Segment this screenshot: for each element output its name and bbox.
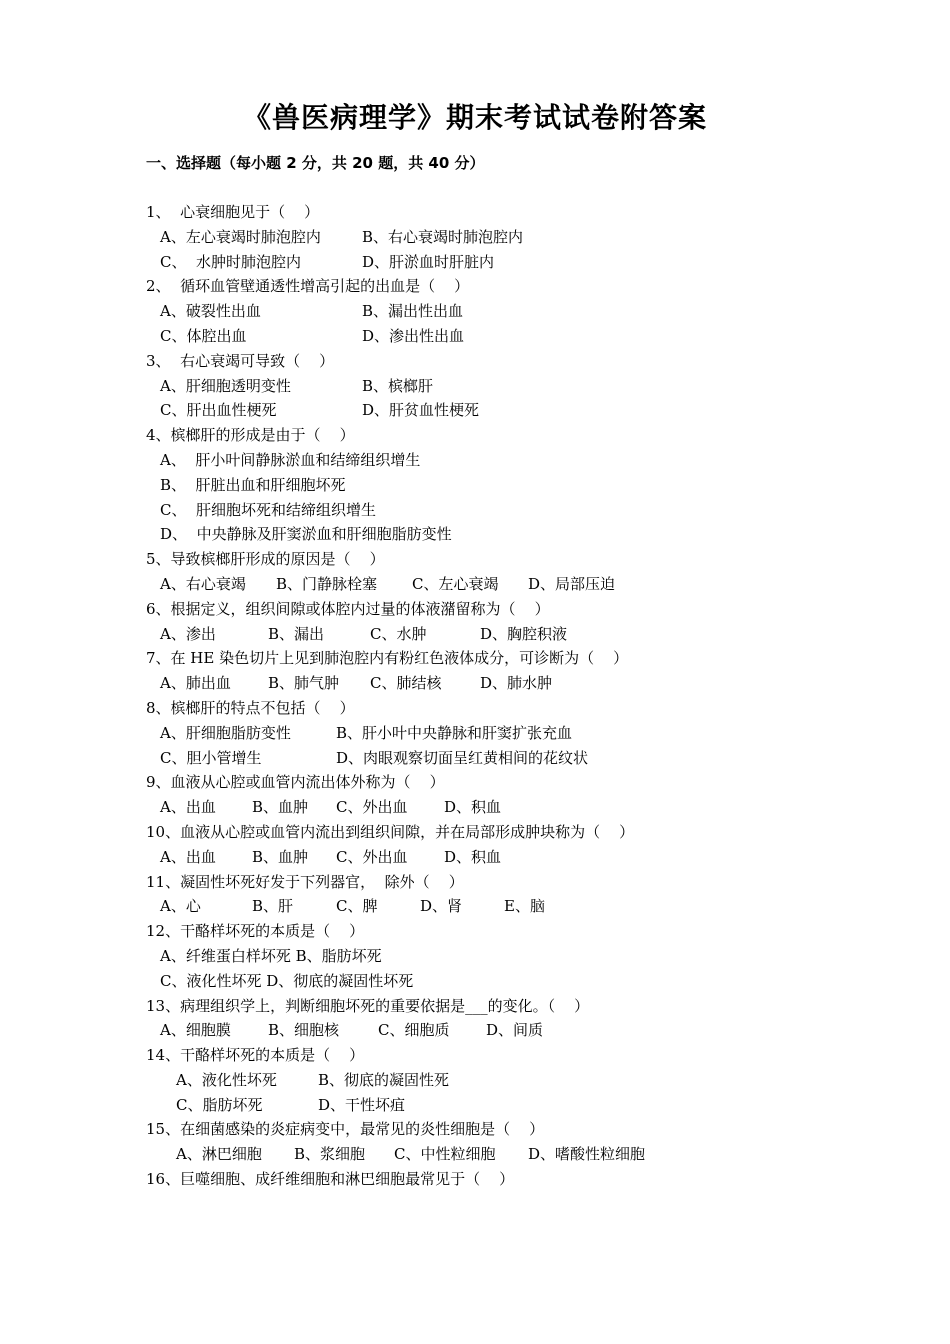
option-label: D、肉眼观察切面呈红黄相间的花纹状 (336, 748, 589, 767)
option-label: C、细胞质 (378, 1021, 450, 1040)
question-text: 1、 心衰细胞见于（ ） (146, 203, 320, 221)
option-row (146, 969, 866, 994)
question-text: 12、干酪样坏死的本质是（ ） (146, 922, 365, 941)
option-label: A、肝细胞脂肪变性 (160, 723, 291, 742)
option-row (146, 1142, 866, 1167)
question-text: 9、血液从心腔或血管内流出体外称为（ ） (146, 773, 445, 792)
option-label: A、淋巴细胞 (176, 1145, 262, 1164)
option-label: C、 肝细胞坏死和结缔组织增生 (160, 500, 377, 519)
option-row (146, 299, 866, 324)
option-label: D、干性坏疽 (318, 1095, 406, 1114)
option-label: B、细胞核 (268, 1021, 340, 1040)
option-label: A、破裂性出血 (160, 302, 261, 321)
option-label: B、彻底的凝固性死 (318, 1070, 450, 1089)
option-label: B、槟榔肝 (362, 376, 434, 395)
option-label: D、肾 (420, 897, 463, 916)
option-label: C、 水肿时肺泡腔内 (160, 252, 302, 271)
option-label: D、积血 (444, 798, 502, 817)
option-label: C、脾 (336, 897, 378, 916)
option-label: C、肺结核 (370, 674, 442, 693)
question-text: 8、槟榔肝的特点不包括（ ） (146, 698, 355, 717)
option-label: B、浆细胞 (294, 1145, 366, 1164)
option-label: B、肺气肿 (268, 674, 340, 693)
option-row (146, 448, 866, 473)
option-row (146, 622, 866, 647)
option-label: C、肝出血性梗死 (160, 401, 277, 420)
option-label: C、脂肪坏死 (176, 1095, 263, 1114)
question-text: 11、凝固性坏死好发于下列器官， 除外（ ） (146, 872, 464, 891)
question-text: 3、 右心衰竭可导致（ ） (146, 351, 335, 370)
option-label: A、肝细胞透明变性 (160, 376, 291, 395)
option-label: D、肺水肿 (480, 674, 553, 693)
option-label: A、 肝小叶间静脉淤血和结缔组织增生 (160, 450, 421, 469)
option-label: C、外出血 (336, 847, 408, 866)
option-row (146, 671, 866, 696)
option-label: C、液化性坏死 D、彻底的凝固性坏死 (160, 971, 414, 990)
option-row (146, 1018, 866, 1043)
option-row (146, 374, 866, 399)
option-row (146, 1093, 866, 1118)
option-label: E、脑 (504, 897, 545, 916)
option-label: B、血肿 (252, 847, 309, 866)
option-row (146, 572, 866, 597)
option-label: D、胸腔积液 (480, 624, 568, 643)
option-row (146, 522, 866, 547)
option-label: C、水肿 (370, 624, 427, 643)
option-label: D、肝贫血性梗死 (362, 401, 480, 420)
question-text: 2、 循环血管壁通透性增高引起的出血是（ ） (146, 277, 470, 296)
question-text: 10、血液从心腔或血管内流出到组织间隙，并在局部形成肿块称为（ ） (146, 822, 635, 841)
question-text: 7、在 HE 染色切片上见到肺泡腔内有粉红色液体成分，可诊断为（ ） (146, 649, 629, 668)
question-text: 16、巨噬细胞、成纤维细胞和淋巴细胞最常见于（ ） (146, 1170, 515, 1189)
option-row (146, 324, 866, 349)
option-label: D、 中央静脉及肝窦淤血和肝细胞脂肪变性 (160, 525, 452, 544)
option-row (146, 498, 866, 523)
option-label: C、体腔出血 (160, 326, 247, 345)
option-label: B、门静脉栓塞 (276, 574, 378, 593)
option-label: D、积血 (444, 847, 502, 866)
option-row (146, 894, 866, 919)
option-label: D、肝淤血时肝脏内 (362, 252, 495, 271)
option-label: D、渗出性出血 (362, 326, 465, 345)
question-text: 14、干酪样坏死的本质是（ ） (146, 1046, 365, 1065)
option-row (146, 250, 866, 275)
option-label: A、液化性坏死 (176, 1070, 277, 1089)
option-label: B、漏出性出血 (362, 302, 464, 321)
question-list (146, 200, 866, 1192)
option-label: A、左心衰竭时肺泡腔内 (160, 227, 321, 246)
option-label: B、 肝脏出血和肝细胞坏死 (160, 475, 346, 494)
option-label: B、肝 (252, 897, 294, 916)
question-text: 5、导致槟榔肝形成的原因是（ ） (146, 550, 385, 569)
option-label: D、间质 (486, 1021, 544, 1040)
question-text: 13、病理组织学上，判断细胞坏死的重要依据是___的变化。（ ） (146, 996, 590, 1015)
option-row (146, 795, 866, 820)
option-label: A、右心衰竭 (160, 574, 246, 593)
option-row (146, 845, 866, 870)
question-text: 15、在细菌感染的炎症病变中，最常见的炎性细胞是（ ） (146, 1120, 545, 1139)
option-label: A、心 (160, 897, 201, 916)
option-label: B、漏出 (268, 624, 325, 643)
option-label: A、出血 (160, 798, 216, 817)
section-heading: 一、选择题（每小题 2 分，共 20 题，共 40 分） (146, 154, 485, 172)
option-label: C、外出血 (336, 798, 408, 817)
option-label: A、纤维蛋白样坏死 B、脂肪坏死 (160, 946, 382, 965)
option-row (146, 944, 866, 969)
option-label: B、右心衰竭时肺泡腔内 (362, 227, 524, 246)
option-label: B、血肿 (252, 798, 309, 817)
option-label: A、出血 (160, 847, 216, 866)
option-row (146, 398, 866, 423)
option-label: D、嗜酸性粒细胞 (528, 1145, 646, 1164)
option-row (146, 746, 866, 771)
question-text: 4、槟榔肝的形成是由于（ ） (146, 426, 355, 445)
option-row (146, 473, 866, 498)
option-label: C、中性粒细胞 (394, 1145, 496, 1164)
option-label: C、左心衰竭 (412, 574, 499, 593)
question-text: 6、根据定义，组织间隙或体腔内过量的体液潴留称为（ ） (146, 599, 550, 618)
option-label: A、渗出 (160, 624, 216, 643)
option-label: A、肺出血 (160, 674, 231, 693)
option-row (146, 1068, 866, 1093)
option-row (146, 225, 866, 250)
option-label: D、局部压迫 (528, 574, 616, 593)
document-title: 《兽医病理学》期末考试试卷附答案 (242, 101, 707, 134)
option-label: A、细胞膜 (160, 1021, 231, 1040)
option-label: C、胆小管增生 (160, 748, 262, 767)
option-label: B、肝小叶中央静脉和肝窦扩张充血 (336, 723, 573, 742)
option-row (146, 721, 866, 746)
